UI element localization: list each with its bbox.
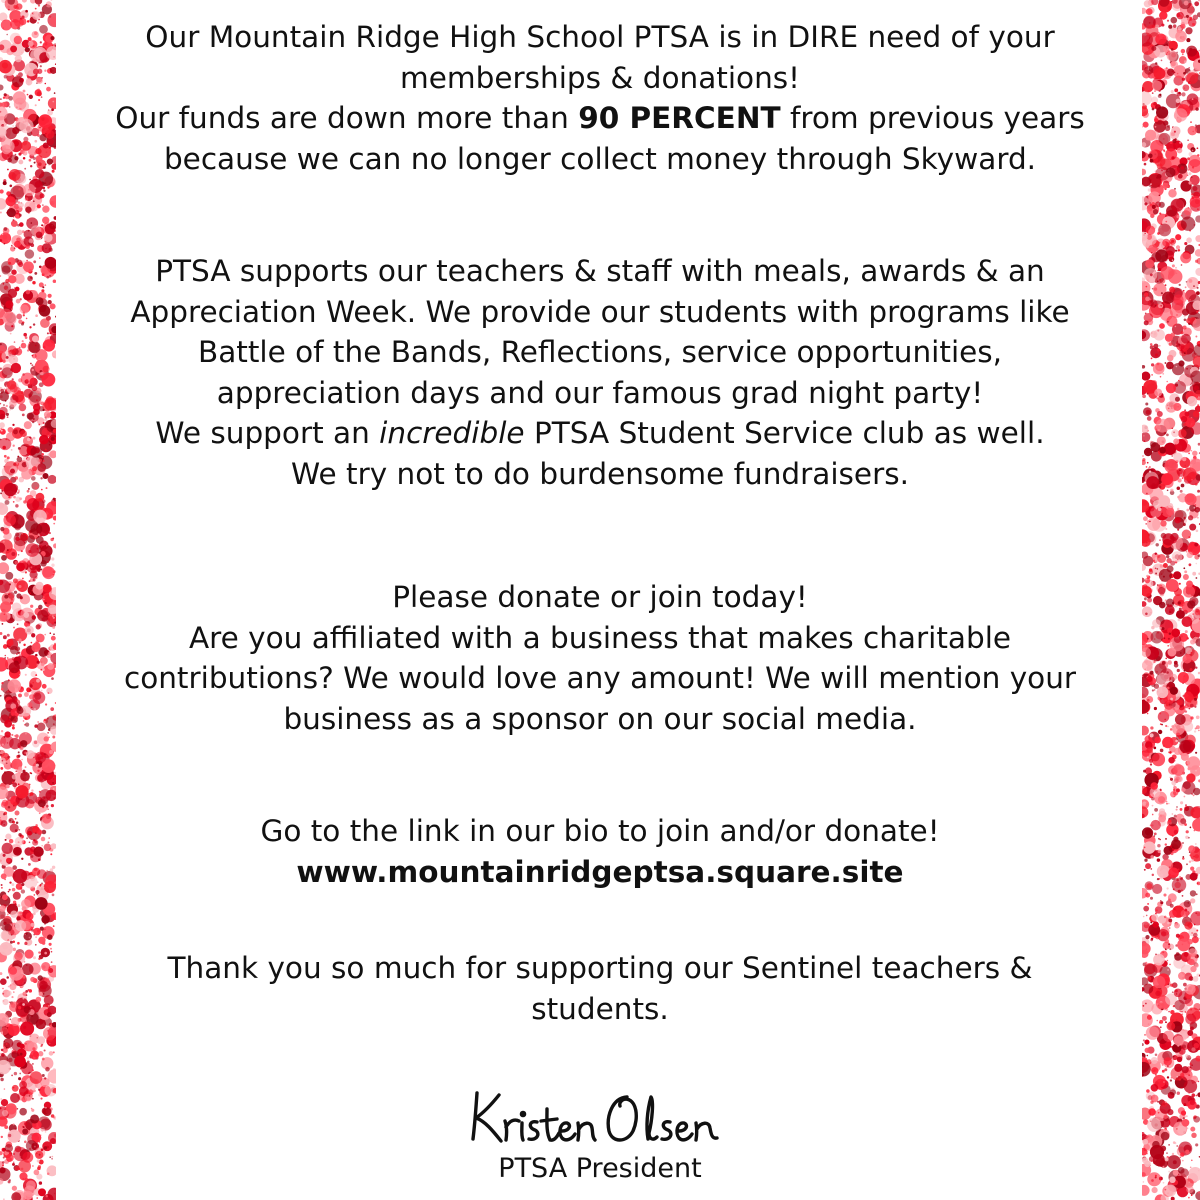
funds-drop-emphasis: 90 PERCENT [578, 101, 781, 135]
link-instruction: Go to the link in our bio to join and/or donate! [260, 814, 940, 848]
appeal-paragraph [58, 17, 1142, 179]
donate-line: contributions? We would love any amount! We will mention your [123, 661, 1077, 695]
support-line: appreciation days and our famous grad night party! [216, 375, 984, 410]
signature-kristen-olsen [465, 1087, 735, 1147]
glitter-border-left [0, 0, 56, 1200]
donation-website-link[interactable]: www.mountainridgeptsa.square.site [296, 854, 904, 889]
thanks-line: students. [531, 991, 669, 1026]
donate-line: Please donate or join today! [392, 580, 808, 614]
signer-title: PTSA President [498, 1153, 702, 1184]
incredible-emphasis: incredible [379, 416, 525, 450]
support-line: Battle of the Bands, Reflections, service opportunities, [197, 335, 1003, 369]
appeal-text: from previous years [780, 101, 1085, 135]
support-text: We support an [155, 416, 380, 450]
support-line [58, 413, 1142, 454]
support-text: PTSA Student Service club as well. [524, 416, 1045, 450]
support-line: PTSA supports our teachers & staff with meals, awards & an [155, 254, 1045, 288]
donate-line: business as a sponsor on our social media. [283, 701, 917, 736]
glitter-pattern-right [1142, 0, 1200, 1200]
thanks-line: Thank you so much for supporting our Sentinel teachers & [167, 951, 1033, 985]
link-paragraph [58, 811, 1142, 892]
appeal-text: Our funds are down more than [115, 101, 579, 135]
support-line: Appreciation Week. We provide our students with programs like [130, 294, 1070, 329]
handwritten-signature [58, 1087, 1142, 1147]
appeal-line: because we can no longer collect money through Skyward. [163, 141, 1037, 176]
appeal-line [58, 98, 1142, 139]
thanks-paragraph [58, 948, 1142, 1029]
support-line: We try not to do burdensome fundraisers. [291, 456, 909, 491]
donate-paragraph [58, 577, 1142, 739]
glitter-border-right [1142, 0, 1200, 1200]
glitter-pattern-left [0, 0, 56, 1200]
appeal-line: memberships & donations! [400, 60, 800, 95]
letter-panel [58, 0, 1142, 1200]
appeal-line: Our Mountain Ridge High School PTSA is in DIRE need of your [145, 20, 1055, 54]
donate-line: Are you affiliated with a business that makes charitable [188, 620, 1012, 655]
support-paragraph [58, 251, 1142, 494]
